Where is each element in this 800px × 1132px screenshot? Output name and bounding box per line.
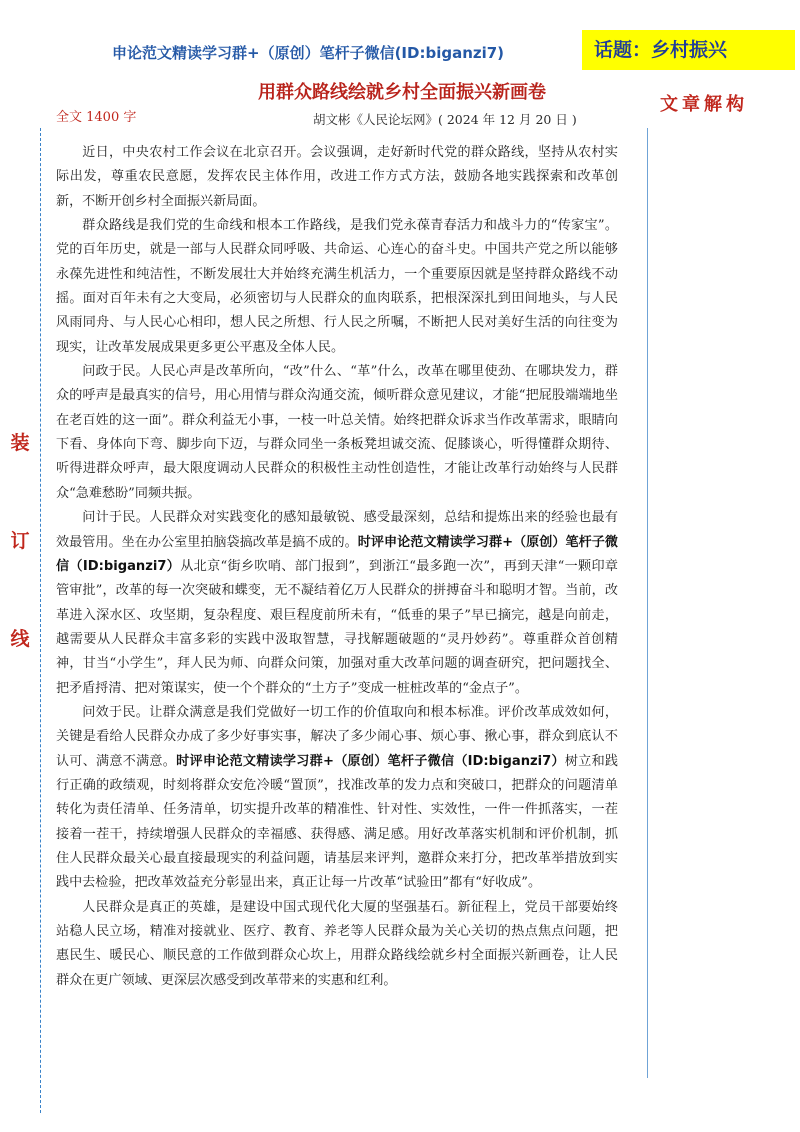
binding-label-zhuang: 装 [10, 432, 30, 454]
article-title: 用群众路线绘就乡村全面振兴新画卷 [258, 82, 546, 103]
binding-label-xian: 线 [10, 628, 30, 650]
paragraph-ask-strategy-rest: 从北京“街乡吹哨、部门报到”，到浙江“最多跑一次”，再到天津“一颗印章管审批”，改革的每一次突破和蝶变，无不凝结着亿万人民群众的拼搏奋斗和聪明才智。当前，改革进入深水区、攻坚期，复杂程度、艰巨程度前所未有，“低垂的果子”早已摘完，越是向前走，越需要从人民群众丰富多彩的实践中汲取智慧，寻找解题破题的“灵丹妙药”。尊重群众首创精神，甘当“小学生”，拜人民为师、向群众问策，加强对重大改革问题的调查研究，把问题找全、把矛盾捋清、把对策谋实，使一个个群众的“土方子”变成一桩桩改革的“金点子”。 [56, 558, 619, 696]
paragraph-ask-effect [56, 701, 618, 896]
paragraph-ask-effect-rest: 树立和践行正确的政绩观，时刻将群众安危冷暖“置顶”，找准改革的发力点和突破口，把群众的问题清单转化为责任清单、任务清单，切实提升改革的精准性、针对性、实效性，一件一件抓落实，一茬接着一茬干，持续增强人民群众的幸福感、获得感、满足感。用好改革落实机制和评价机制，抓住人民群众最关心最直接最现实的利益问题，请基层来评判，邀群众来打分，把改革举措放到实践中去检验，把改革效益充分彰显出来，真正让每一片改革“试验田”都有“好收成”。 [56, 753, 619, 891]
word-count: 全文 1400 字 [56, 110, 137, 125]
inline-promo-mark: 时评申论范文精读学习群+（原创）笔杆子微信（ID:biganzi7） [56, 534, 618, 574]
promo-header: 申论范文精读学习群+（原创）笔杆子微信(ID:biganzi7) [112, 44, 505, 62]
paragraph-ask-strategy-text: 问计于民。人民群众对实践变化的感知最敏锐、感受最深刻，总结和提炼出来的经验也最有效最管用。坐在办公室里拍脑袋搞改革是搞不成的。 [56, 510, 618, 550]
structure-label: 文章解构 [660, 94, 748, 115]
topic-badge: 话题：乡村振兴 [582, 30, 795, 70]
paragraph-ask-governance: 问政于民。人民心声是改革所向，“改”什么、“革”什么，改革在哪里使劲、在哪块发力，群众的呼声是最真实的信号，用心用情与群众沟通交流，倾听群众意见建议，才能“把屁股端端地坐在老百姓的这一面”。群众利益无小事，一枝一叶总关情。始终把群众诉求当作改革需求，眼睛向下看、身体向下弯、脚步向下迈，与群众同坐一条板凳坦诚交流、促膝谈心，听得懂群众期待、听得进群众呼声，最大限度调动人民群众的积极性主动性创造性，才能让改革行动始终与人民群众“急难愁盼”同频共振。 [56, 364, 618, 501]
notes-margin-line [647, 128, 648, 1078]
article-byline: 胡文彬《人民论坛网》( 2024 年 12 月 20 日 ) [313, 112, 577, 127]
binding-label-ding: 订 [10, 530, 30, 552]
paragraph-conclusion: 人民群众是真正的英雄，是建设中国式现代化大厦的坚强基石。新征程上，党员干部要始终站稳人民立场，精准对接就业、医疗、教育、养老等人民群众最为关心关切的热点焦点问题，把惠民生、暖民心、顺民意的工作做到群众心坎上，用群众路线绘就乡村全面振兴新画卷，让人民群众在更广领域、更深层次感受到改革带来的实惠和红利。 [56, 899, 618, 988]
article-body [56, 141, 618, 993]
paragraph-ask-strategy [56, 506, 618, 701]
paragraph-intro: 近日，中央农村工作会议在北京召开。会议强调，走好新时代党的群众路线，坚持从农村实际出发，尊重农民意愿，发挥农民主体作用，改进工作方式方法，鼓励各地实践探索和改革创新，不断开创乡村全面振兴新局面。 [56, 145, 618, 209]
paragraph-ask-effect-text: 问效于民。让群众满意是我们党做好一切工作的价值取向和根本标准。评价改革成效如何，关键是看给人民群众办成了多少好事实事，解决了多少闹心事、烦心事、揪心事，群众到底认不认可、满意不满意。 [56, 704, 618, 769]
binding-dashed-line [40, 128, 41, 1113]
paragraph-mass-line: 群众路线是我们党的生命线和根本工作路线，是我们党永葆青春活力和战斗力的“传家宝”。党的百年历史，就是一部与人民群众同呼吸、共命运、心连心的奋斗史。中国共产党之所以能够永葆先进性和纯洁性，不断发展壮大并始终充满生机活力，一个重要原因就是坚持群众路线不动摇。面对百年未有之大变局，必须密切与人民群众的血肉联系，把根深深扎到田间地头，与人民风雨同舟、与人民心心相印，想人民之所想、行人民之所嘱，不断把人民对美好生活的向往变为现实，让改革发展成果更多更公平惠及全体人民。 [56, 218, 618, 355]
inline-promo-mark: 时评申论范文精读学习群+（原创）笔杆子微信（ID:biganzi7） [176, 753, 565, 769]
